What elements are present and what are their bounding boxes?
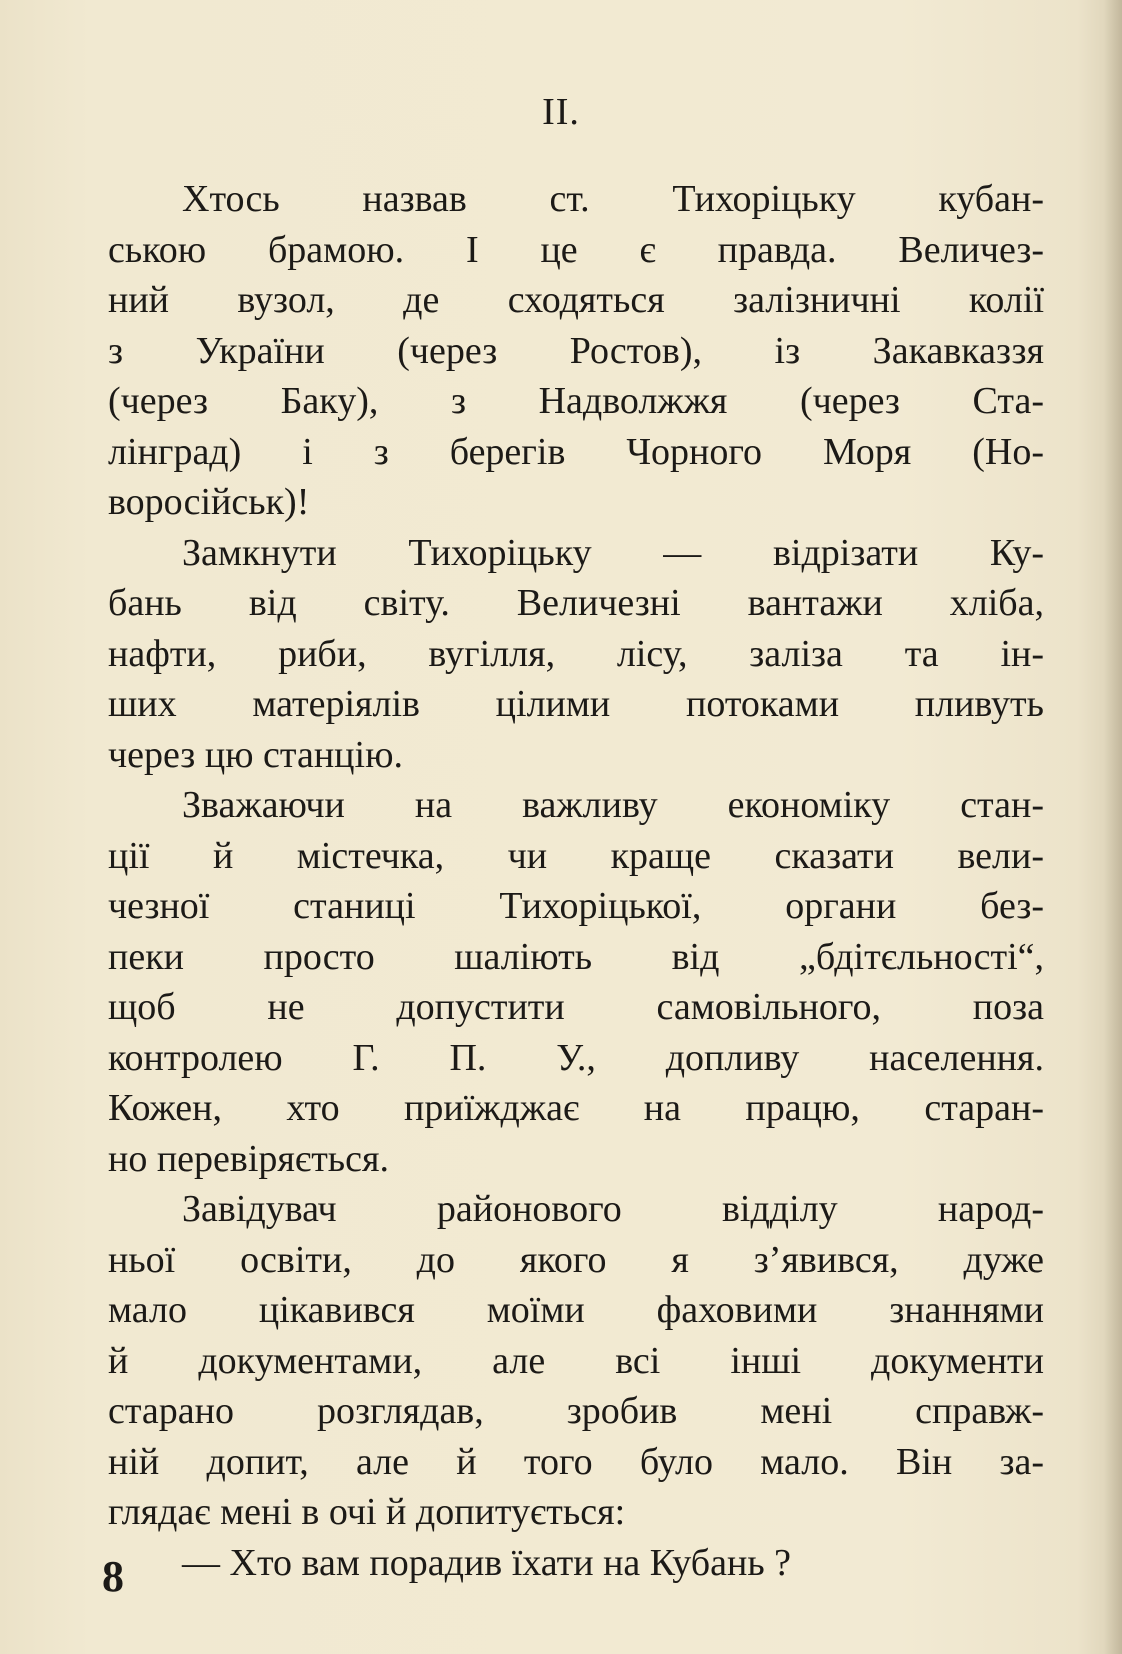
body-text xyxy=(108,174,1044,1588)
text-line: з України (через Ростов), із Закавказзя xyxy=(108,329,1044,372)
text-line: нафти, риби, вугілля, лісу, заліза та ін- xyxy=(108,632,1044,675)
page-number: 8 xyxy=(102,1552,124,1601)
text-line: Хтось назвав ст. Тихоріцьку кубан- xyxy=(182,178,1044,220)
text-line: Замкнути Тихоріцьку — відрізати Ку- xyxy=(182,531,1044,574)
text-line: — Хто вам порадив їхати на Кубань ? xyxy=(182,1541,792,1584)
text-line: ньої освіти, до якого я з’явився, дуже xyxy=(108,1238,1044,1281)
text-line: ції й містечка, чи краще сказати вели- xyxy=(108,834,1044,877)
text-line: старано розглядав, зробив мені справж- xyxy=(108,1390,1044,1432)
text-line: глядає мені в очі й допитується: xyxy=(108,1491,626,1533)
text-line: Завідувач районового відділу народ- xyxy=(182,1188,1044,1230)
text-line: й документами, але всі інші документи xyxy=(108,1339,1044,1382)
text-line: контролею Г. П. У., допливу населення. xyxy=(108,1036,1044,1079)
text-line: воросійськ)! xyxy=(108,481,310,523)
text-line: (через Баку), з Надволжжя (через Ста- xyxy=(108,380,1044,422)
text-line: ською брамою. І це є правда. Величез- xyxy=(108,228,1044,271)
text-line: ний вузол, де сходяться залізничні колії xyxy=(108,279,1044,321)
text-line: ній допит, але й того було мало. Він за- xyxy=(108,1440,1044,1483)
chapter-heading: II. xyxy=(542,91,580,133)
text-line: пеки просто шаліють від „бдітєльності“, xyxy=(108,935,1044,978)
paragraph-5 xyxy=(108,1538,1044,1589)
text-line: через цю станцію. xyxy=(108,733,403,776)
paragraph-3 xyxy=(108,780,1044,1184)
text-line: но перевіряється. xyxy=(108,1137,389,1180)
text-line: ших матеріялів цілими потоками пливуть xyxy=(108,683,1044,725)
text-line: щоб не допустити самовільного, поза xyxy=(108,986,1044,1028)
text-line: лінград) і з берегів Чорного Моря (Но- xyxy=(108,430,1044,473)
page-edge-shadow xyxy=(1104,0,1122,1654)
paragraph-2 xyxy=(108,528,1044,781)
text-line: Зважаючи на важливу економіку стан- xyxy=(182,784,1044,826)
text-line: чезної станиці Тихоріцької, органи без- xyxy=(108,885,1044,927)
paragraph-4 xyxy=(108,1184,1044,1538)
paragraph-1 xyxy=(108,174,1044,528)
text-line: бань від світу. Величезні вантажи хліба, xyxy=(108,582,1044,624)
text-line: Кожен, хто приїжджає на працю, старан- xyxy=(108,1087,1044,1129)
text-line: мало цікавився моїми фаховими знаннями xyxy=(108,1289,1044,1331)
